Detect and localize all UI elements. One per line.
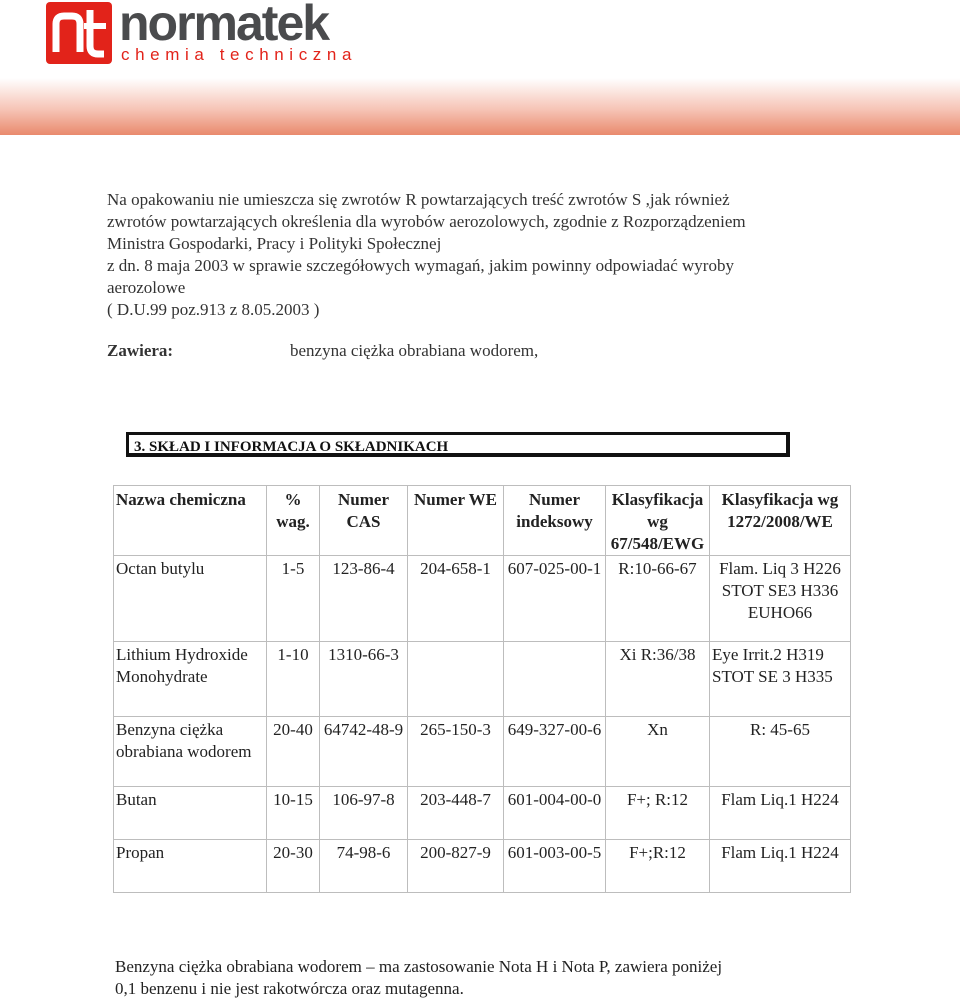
normatek-logo-icon bbox=[46, 2, 112, 64]
cell-name: Octan butylu bbox=[114, 556, 267, 642]
header-cas-number: Numer CAS bbox=[320, 486, 408, 556]
footnote bbox=[115, 956, 835, 998]
cell-class-1272: Flam Liq.1 H224 bbox=[710, 787, 851, 840]
footnote-line: 0,1 benzenu i nie jest rakotwórcza oraz mutagenna. bbox=[115, 979, 464, 998]
cell-pct: 10-15 bbox=[267, 787, 320, 840]
logo-mark bbox=[46, 2, 112, 64]
cell-we: 204-658-1 bbox=[408, 556, 504, 642]
cell-class-67: R:10-66-67 bbox=[606, 556, 710, 642]
table-row bbox=[114, 787, 851, 840]
intro-line: ( D.U.99 poz.913 z 8.05.2003 ) bbox=[107, 300, 320, 319]
intro-line: Ministra Gospodarki, Pracy i Polityki Społecznej bbox=[107, 234, 442, 253]
cell-index bbox=[504, 642, 606, 717]
table-header-row bbox=[114, 486, 851, 556]
composition-table bbox=[113, 485, 851, 893]
section-heading: 3. SKŁAD I INFORMACJA O SKŁADNIKACH bbox=[126, 432, 790, 457]
cell-pct: 1-10 bbox=[267, 642, 320, 717]
table-row bbox=[114, 556, 851, 642]
header-we-number: Numer WE bbox=[408, 486, 504, 556]
cell-class-1272: Eye Irrit.2 H319 STOT SE 3 H335 bbox=[710, 642, 851, 717]
header-weight-percent: % wag. bbox=[267, 486, 320, 556]
cell-class-67: Xi R:36/38 bbox=[606, 642, 710, 717]
cell-name: Benzyna ciężka obrabiana wodorem bbox=[114, 717, 267, 787]
intro-paragraph bbox=[107, 189, 847, 321]
table-row bbox=[114, 717, 851, 787]
cell-pct: 20-30 bbox=[267, 840, 320, 893]
cell-we bbox=[408, 642, 504, 717]
cell-we: 203-448-7 bbox=[408, 787, 504, 840]
contains-label: Zawiera: bbox=[107, 341, 174, 360]
cell-class-1272: Flam. Liq 3 H226 STOT SE3 H336 EUHO66 bbox=[710, 556, 851, 642]
cell-index: 607-025-00-1 bbox=[504, 556, 606, 642]
cell-index: 601-003-00-5 bbox=[504, 840, 606, 893]
intro-line: zwrotów powtarzających określenia dla wyrobów aerozolowych, zgodnie z Rozporządzeniem bbox=[107, 212, 746, 231]
intro-line: aerozolowe bbox=[107, 278, 186, 297]
cell-name: Propan bbox=[114, 840, 267, 893]
cell-class-67: F+; R:12 bbox=[606, 787, 710, 840]
cell-class-1272: R: 45-65 bbox=[710, 717, 851, 787]
cell-cas: 106-97-8 bbox=[320, 787, 408, 840]
page-header bbox=[0, 0, 960, 135]
brand-name: normatek bbox=[119, 0, 329, 51]
cell-we: 265-150-3 bbox=[408, 717, 504, 787]
cell-index: 601-004-00-0 bbox=[504, 787, 606, 840]
brand-subtitle: chemia techniczna bbox=[121, 45, 357, 64]
cell-cas: 64742-48-9 bbox=[320, 717, 408, 787]
cell-cas: 123-86-4 bbox=[320, 556, 408, 642]
header-classification-1272-2008: Klasyfikacja wg 1272/2008/WE bbox=[710, 486, 851, 556]
header-gradient bbox=[0, 78, 960, 135]
table-row bbox=[114, 642, 851, 717]
cell-pct: 1-5 bbox=[267, 556, 320, 642]
header-classification-67-548: Klasyfikacja wg 67/548/EWG bbox=[606, 486, 710, 556]
cell-cas: 74-98-6 bbox=[320, 840, 408, 893]
table-row bbox=[114, 840, 851, 893]
cell-cas: 1310-66-3 bbox=[320, 642, 408, 717]
cell-class-67: F+;R:12 bbox=[606, 840, 710, 893]
intro-line: Na opakowaniu nie umieszcza się zwrotów R powtarzających treść zwrotów S ,jak również bbox=[107, 190, 730, 209]
intro-line: z dn. 8 maja 2003 w sprawie szczegółowych wymagań, jakim powinny odpowiadać wyroby bbox=[107, 256, 734, 275]
cell-class-67: Xn bbox=[606, 717, 710, 787]
contains-value: benzyna ciężka obrabiana wodorem, bbox=[290, 341, 539, 360]
cell-class-1272: Flam Liq.1 H224 bbox=[710, 840, 851, 893]
header-index-number: Numer indeksowy bbox=[504, 486, 606, 556]
cell-we: 200-827-9 bbox=[408, 840, 504, 893]
cell-name: Lithium Hydroxide Monohydrate bbox=[114, 642, 267, 717]
footnote-line: Benzyna ciężka obrabiana wodorem – ma zastosowanie Nota H i Nota P, zawiera poniżej bbox=[115, 957, 723, 976]
cell-index: 649-327-00-6 bbox=[504, 717, 606, 787]
header-chemical-name: Nazwa chemiczna bbox=[114, 486, 267, 556]
cell-pct: 20-40 bbox=[267, 717, 320, 787]
cell-name: Butan bbox=[114, 787, 267, 840]
